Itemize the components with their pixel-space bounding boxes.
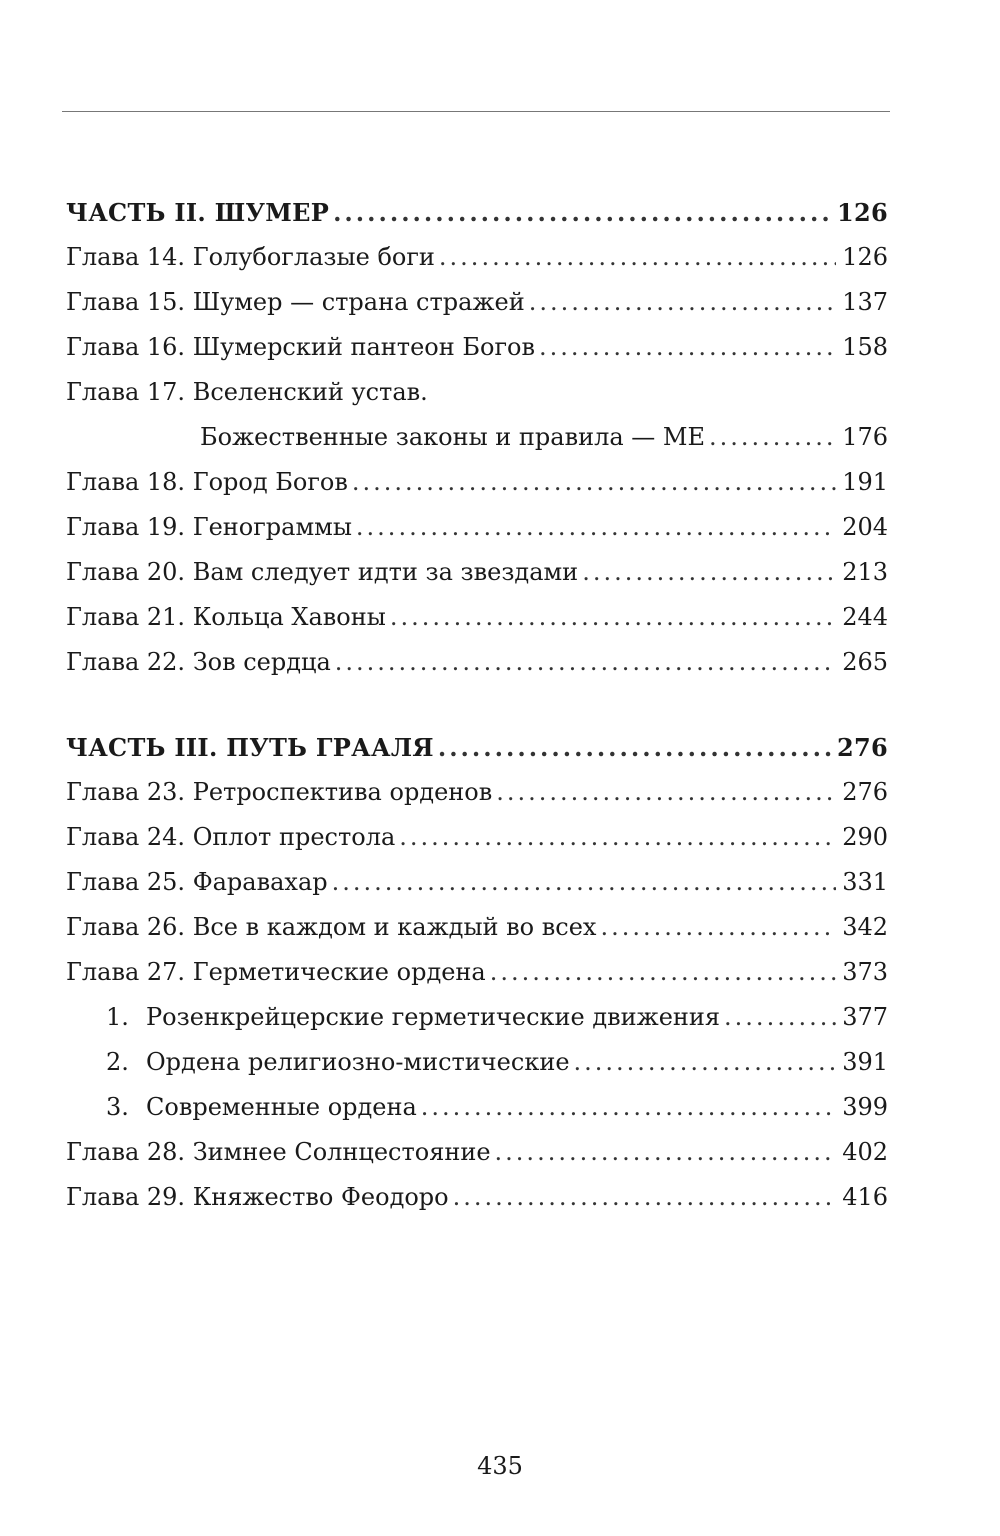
subentry-number: 3. (106, 1093, 129, 1121)
part-title: ЧАСТЬ II. ШУМЕР (66, 198, 330, 227)
page-number: 373 (842, 958, 888, 986)
chapter-title-continuation: Божественные законы и правила — МЕ (200, 423, 706, 451)
dot-leader (495, 1130, 837, 1175)
toc-entry[interactable] (66, 1130, 888, 1175)
toc-subentry[interactable] (66, 995, 888, 1040)
page-number: 399 (842, 1093, 888, 1121)
page-number: 137 (842, 288, 888, 316)
page-number: 290 (842, 823, 888, 851)
page-number: 126 (842, 243, 888, 271)
header-rule (62, 111, 890, 112)
toc-entry[interactable] (66, 235, 888, 280)
page-number: 191 (842, 468, 888, 496)
page-number: 176 (842, 423, 888, 451)
table-of-contents (66, 190, 888, 1220)
part-title: ЧАСТЬ III. ПУТЬ ГРААЛЯ (66, 733, 434, 762)
page-number: 204 (842, 513, 888, 541)
toc-entry[interactable] (66, 505, 888, 550)
subentry-title: Розенкрейцерские герметические движения (146, 1003, 721, 1031)
page-folio: 435 (477, 1452, 523, 1480)
toc-entry[interactable] (66, 460, 888, 505)
chapter-title: Глава 29. Княжество Феодоро (66, 1183, 449, 1211)
dot-leader (333, 190, 831, 235)
section-spacer (66, 685, 888, 725)
chapter-title: Глава 18. Город Богов (66, 468, 348, 496)
chapter-title: Глава 19. Генограммы (66, 513, 352, 541)
page-number: 265 (842, 648, 888, 676)
chapter-title: Глава 14. Голубоглазые боги (66, 243, 435, 271)
dot-leader (724, 995, 836, 1040)
chapter-title: Глава 20. Вам следует идти за звездами (66, 558, 579, 586)
page-number: 402 (842, 1138, 888, 1166)
page-number: 126 (837, 198, 888, 227)
dot-leader (438, 725, 831, 770)
chapter-title: Глава 15. Шумер — страна стражей (66, 288, 525, 316)
toc-subentry[interactable] (66, 1040, 888, 1085)
toc-entry[interactable] (66, 815, 888, 860)
toc-entry[interactable] (66, 325, 888, 370)
toc-entry[interactable] (66, 640, 888, 685)
dot-leader (582, 550, 836, 595)
page-number: 331 (842, 868, 888, 896)
dot-leader (709, 415, 836, 460)
chapter-title: Глава 23. Ретроспектива орденов (66, 778, 493, 806)
chapter-title: Глава 28. Зимнее Солнцестояние (66, 1138, 491, 1166)
dot-leader (332, 860, 837, 905)
subentry-number: 2. (106, 1048, 129, 1076)
toc-subentry[interactable] (66, 1085, 888, 1130)
toc-entry[interactable] (66, 950, 888, 995)
page-number: 244 (842, 603, 888, 631)
page-number: 213 (842, 558, 888, 586)
chapter-title: Глава 22. Зов сердца (66, 648, 331, 676)
page-number: 276 (842, 778, 888, 806)
dot-leader (352, 460, 836, 505)
toc-entry-continuation[interactable] (66, 415, 888, 460)
toc-entry[interactable] (66, 550, 888, 595)
toc-entry[interactable] (66, 1175, 888, 1220)
subentry-title: Ордена религиозно-мистические (146, 1048, 570, 1076)
dot-leader (335, 640, 836, 685)
chapter-title: Глава 21. Кольца Хавоны (66, 603, 386, 631)
chapter-title: Глава 17. Вселенский устав. (66, 378, 428, 406)
chapter-title: Глава 27. Герметические ордена (66, 958, 486, 986)
chapter-title: Глава 26. Все в каждом и каждый во всех (66, 913, 597, 941)
chapter-title: Глава 25. Фаравахар (66, 868, 328, 896)
page-number: 416 (842, 1183, 888, 1211)
toc-entry[interactable] (66, 905, 888, 950)
dot-leader (399, 815, 836, 860)
dot-leader (539, 325, 836, 370)
dot-leader (439, 235, 836, 280)
page-number: 391 (842, 1048, 888, 1076)
dot-leader (356, 505, 836, 550)
page-number: 276 (837, 733, 888, 762)
dot-leader (496, 770, 836, 815)
page-number: 158 (842, 333, 888, 361)
subentry-title: Современные ордена (146, 1093, 417, 1121)
part-heading[interactable] (66, 190, 888, 235)
dot-leader (490, 950, 836, 995)
chapter-title: Глава 24. Оплот престола (66, 823, 396, 851)
dot-leader (421, 1085, 836, 1130)
dot-leader (453, 1175, 837, 1220)
toc-entry[interactable] (66, 370, 888, 415)
toc-entry[interactable] (66, 280, 888, 325)
toc-entry[interactable] (66, 770, 888, 815)
dot-leader (390, 595, 836, 640)
page-number: 377 (842, 1003, 888, 1031)
toc-entry[interactable] (66, 595, 888, 640)
dot-leader (600, 905, 836, 950)
page-number: 342 (842, 913, 888, 941)
toc-entry[interactable] (66, 860, 888, 905)
subentry-number: 1. (106, 1003, 129, 1031)
part-heading[interactable] (66, 725, 888, 770)
chapter-title: Глава 16. Шумерский пантеон Богов (66, 333, 535, 361)
dot-leader (529, 280, 837, 325)
dot-leader (574, 1040, 837, 1085)
